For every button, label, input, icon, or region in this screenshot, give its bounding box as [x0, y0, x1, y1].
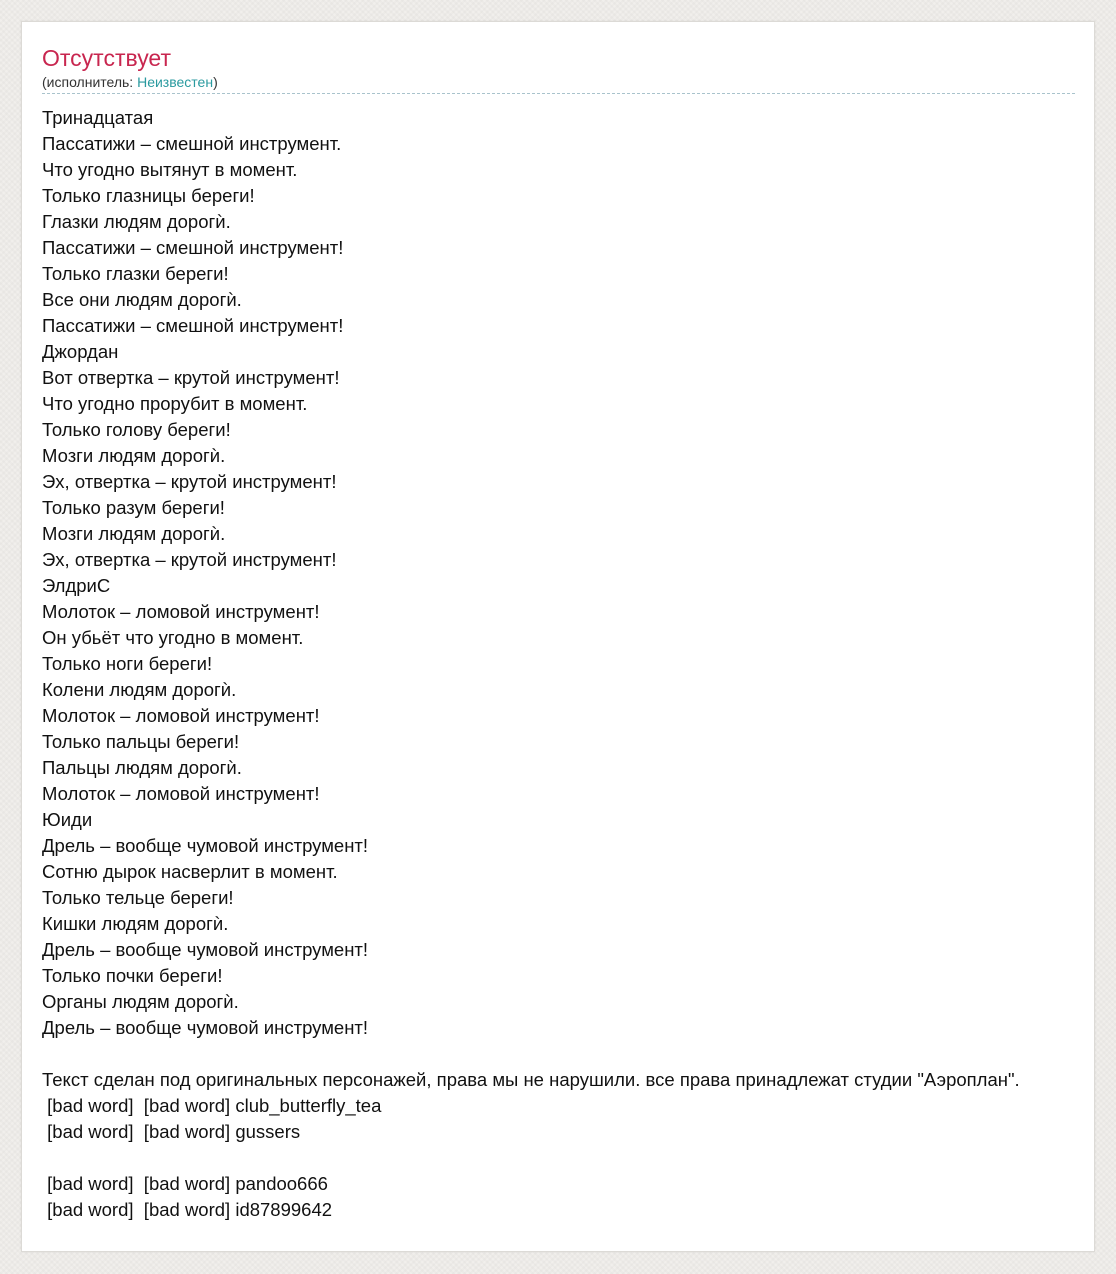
lyrics-line: Дрель – вообще чумовой инструмент!	[42, 835, 369, 856]
lyrics-line: Тринадцатая	[42, 107, 154, 128]
lyrics-line: Дрель – вообще чумовой инструмент!	[42, 939, 369, 960]
lyrics-line: Только разум береги!	[42, 497, 225, 518]
lyrics-line: Молоток – ломовой инструмент!	[42, 601, 320, 622]
lyrics-line: Только тельце береги!	[42, 887, 234, 908]
title-divider	[42, 93, 1075, 94]
lyrics-line: Эх, отвертка – крутой инструмент!	[42, 471, 337, 492]
lyrics-line: Все они людям дорогѝ.	[42, 289, 242, 310]
lyrics-line: [bad word] [bad word] pandoo666	[42, 1173, 328, 1194]
lyrics-line: ЭлдриС	[42, 575, 111, 596]
lyrics-line: Юиди	[42, 809, 93, 830]
lyrics-line: Мозги людям дорогѝ.	[42, 523, 226, 544]
lyrics-line: Только голову береги!	[42, 419, 231, 440]
lyrics-line: Что угодно прорубит в момент.	[42, 393, 308, 414]
lyrics-line: Эх, отвертка – крутой инструмент!	[42, 549, 337, 570]
lyrics-line: Только глазницы береги!	[42, 185, 255, 206]
song-title: Отсутствует	[42, 45, 171, 71]
lyrics-line: Пассатижи – смешной инструмент!	[42, 315, 344, 336]
lyrics-line: Джордан	[42, 341, 119, 362]
lyrics-line: [bad word] [bad word] gussers	[42, 1121, 301, 1142]
lyrics-line: Кишки людям дорогѝ.	[42, 913, 229, 934]
lyrics-line: Только глазки береги!	[42, 263, 229, 284]
lyrics-blank-line	[42, 1041, 1095, 1067]
lyrics-line: Сотню дырок насверлит в момент.	[42, 861, 338, 882]
lyrics-line: Пассатижи – смешной инструмент.	[42, 133, 342, 154]
lyrics-line: Только ноги береги!	[42, 653, 213, 674]
lyrics-line: Органы людям дорогѝ.	[42, 991, 239, 1012]
lyrics-panel	[21, 21, 1095, 1252]
lyrics-text	[42, 105, 1095, 1223]
lyrics-line: Глазки людям дорогѝ.	[42, 211, 231, 232]
lyrics-line: Вот отвертка – крутой инструмент!	[42, 367, 340, 388]
artist-line	[42, 73, 218, 91]
lyrics-line: Текст сделан под оригинальных персонажей, права мы не нарушили. все права принадлежат студии "Аэроплан".	[42, 1069, 1020, 1090]
lyrics-line: Колени людям дорогѝ.	[42, 679, 237, 700]
lyrics-line: Молоток – ломовой инструмент!	[42, 783, 320, 804]
lyrics-line: Он убьёт что угодно в момент.	[42, 627, 304, 648]
lyrics-line: Пассатижи – смешной инструмент!	[42, 237, 344, 258]
lyrics-line: Мозги людям дорогѝ.	[42, 445, 226, 466]
lyrics-blank-line	[42, 1145, 1095, 1171]
artist-suffix: )	[213, 74, 218, 90]
lyrics-line: Молоток – ломовой инструмент!	[42, 705, 320, 726]
lyrics-line: Пальцы людям дорогѝ.	[42, 757, 242, 778]
lyrics-line: Только почки береги!	[42, 965, 223, 986]
artist-prefix: (исполнитель:	[42, 74, 138, 90]
lyrics-line: Что угодно вытянут в момент.	[42, 159, 298, 180]
artist-link[interactable]: Неизвестен	[137, 74, 214, 90]
lyrics-line: Только пальцы береги!	[42, 731, 240, 752]
lyrics-line: [bad word] [bad word] club_butterfly_tea	[42, 1095, 382, 1116]
lyrics-line: [bad word] [bad word] id87899642	[42, 1199, 333, 1220]
lyrics-line: Дрель – вообще чумовой инструмент!	[42, 1017, 369, 1038]
